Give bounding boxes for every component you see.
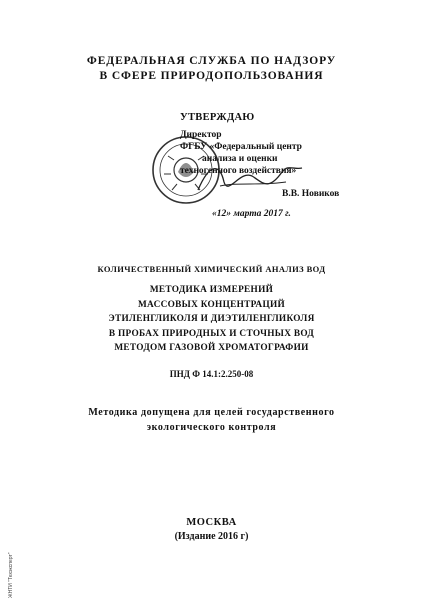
method-title-line: ЭТИЛЕНГЛИКОЛЯ И ДИЭТИЛЕНГЛИКОЛЯ (108, 314, 315, 324)
method-title-line: В ПРОБАХ ПРИРОДНЫХ И СТОЧНЫХ ВОД (108, 328, 315, 339)
admission-note (0, 405, 423, 435)
method-title (0, 283, 423, 356)
approval-position: Директор (180, 130, 222, 140)
agency-line-2: В СФЕРЕ ПРИРОДОПОЛЬЗОВАНИЯ (99, 70, 324, 82)
method-title-line: МЕТОДИКА ИЗМЕРЕНИЙ (149, 285, 274, 295)
approval-title: УТВЕРЖДАЮ (180, 112, 255, 123)
admission-note-line-1: Методика допущена для целей государственного (88, 407, 335, 418)
edition-note: (Издание 2016 г) (174, 531, 249, 542)
method-title-line: МЕТОДОМ ГАЗОВОЙ ХРОМАТОГРАФИИ (114, 343, 309, 353)
approval-org-line-3: техногенного воздействия» (180, 166, 297, 176)
agency-header (0, 54, 423, 84)
signer-name: В.В. Новиков (282, 189, 340, 199)
admission-note-line-2: экологического контроля (146, 422, 277, 433)
analysis-type: КОЛИЧЕСТВЕННЫЙ ХИМИЧЕСКИЙ АНАЛИЗ ВОД (97, 264, 326, 274)
method-title-line: МАССОВЫХ КОНЦЕНТРАЦИЙ (137, 299, 286, 310)
approval-org-line-2: анализа и оценки (202, 154, 278, 164)
margin-watermark: ЖНТИ "Техэксперт" (8, 552, 14, 598)
agency-line-1: ФЕДЕРАЛЬНАЯ СЛУЖБА ПО НАДЗОРУ (86, 55, 337, 67)
document-code: ПНД Ф 14.1:2.250-08 (169, 369, 254, 379)
approval-date: «12» марта 2017 г. (212, 209, 291, 219)
approval-org-line-1: ФГБУ «Федеральный центр (180, 142, 302, 152)
publication-city: МОСКВА (186, 517, 237, 528)
